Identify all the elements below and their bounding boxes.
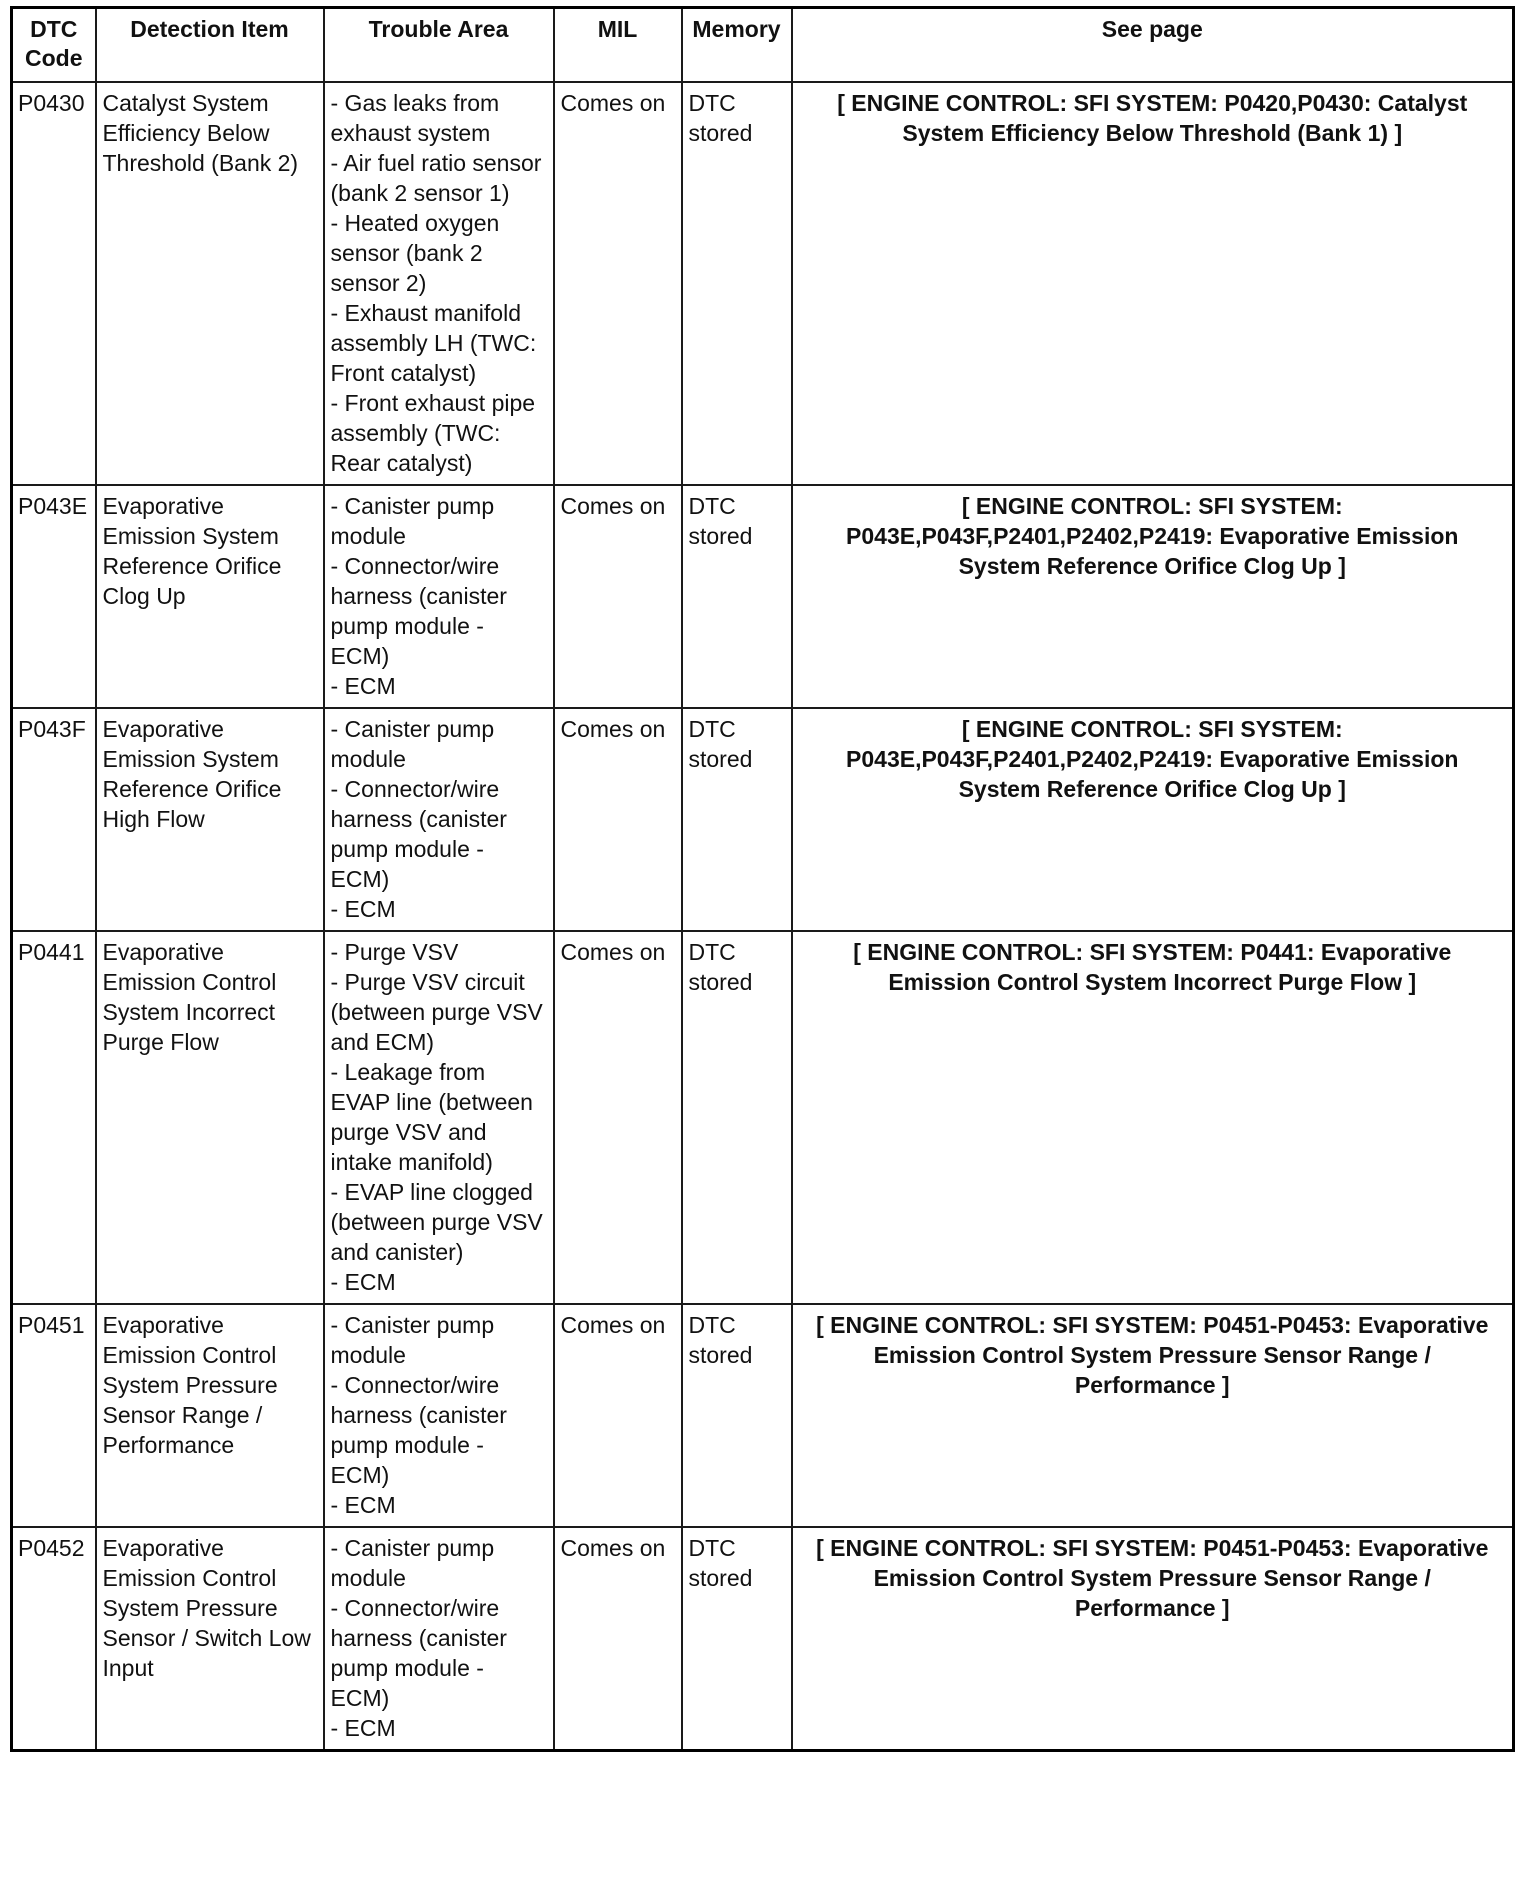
trouble-area-item: - Canister pump module [330,1312,495,1368]
table-body [12,82,1514,1751]
see-page-cell: [ ENGINE CONTROL: SFI SYSTEM: P043E,P043F,P2401,P2402,P2419: Evaporative Emission System Reference Orifice Clog Up ] [792,485,1514,708]
trouble-area-item: - Gas leaks from exhaust system [330,90,500,146]
table-row [12,708,1514,931]
trouble-area-item: - Exhaust manifold assembly LH (TWC: Front catalyst) [330,300,537,386]
mil-cell: Comes on [554,1527,682,1751]
column-header-mil: MIL [554,8,682,83]
table-row [12,82,1514,485]
detection-item-cell: Evaporative Emission Control System Incorrect Purge Flow [96,931,324,1304]
column-header-see: See page [792,8,1514,83]
column-header-memory: Memory [682,8,792,83]
header-row [12,8,1514,83]
column-header-code: DTC Code [12,8,96,83]
see-page-cell: [ ENGINE CONTROL: SFI SYSTEM: P0420,P0430: Catalyst System Efficiency Below Threshold (Bank 1) ] [792,82,1514,485]
trouble-area-item: - Canister pump module [330,716,495,772]
detection-item-cell: Evaporative Emission Control System Pressure Sensor Range / Performance [96,1304,324,1527]
trouble-area-item: - Leakage from EVAP line (between purge VSV and intake manifold) [330,1059,533,1175]
detection-item-cell: Evaporative Emission Control System Pressure Sensor / Switch Low Input [96,1527,324,1751]
see-page-cell: [ ENGINE CONTROL: SFI SYSTEM: P0441: Evaporative Emission Control System Incorrect Purge Flow ] [792,931,1514,1304]
trouble-area-item: - Connector/wire harness (canister pump module - ECM) [330,1372,507,1488]
table-row [12,1527,1514,1751]
memory-cell: DTC stored [682,485,792,708]
memory-cell: DTC stored [682,1304,792,1527]
mil-cell: Comes on [554,708,682,931]
trouble-area-item: - Purge VSV circuit (between purge VSV and ECM) [330,969,543,1055]
trouble-area-item: - Front exhaust pipe assembly (TWC: Rear catalyst) [330,390,536,476]
trouble-area-item: - ECM [330,673,396,699]
trouble-area-item: - Connector/wire harness (canister pump module - ECM) [330,776,507,892]
trouble-area-item: - ECM [330,1715,396,1741]
detection-item-cell: Catalyst System Efficiency Below Threshold (Bank 2) [96,82,324,485]
dtc-code-cell: P0452 [12,1527,96,1751]
trouble-area-cell [324,708,554,931]
trouble-area-item: - Connector/wire harness (canister pump module - ECM) [330,1595,507,1711]
trouble-area-cell [324,485,554,708]
detection-item-cell: Evaporative Emission System Reference Orifice High Flow [96,708,324,931]
trouble-area-item: - Connector/wire harness (canister pump module - ECM) [330,553,507,669]
trouble-area-item: - ECM [330,896,396,922]
trouble-area-cell [324,82,554,485]
see-page-cell: [ ENGINE CONTROL: SFI SYSTEM: P0451-P0453: Evaporative Emission Control System Pressure Sensor Range / Performance ] [792,1527,1514,1751]
dtc-table [10,6,1515,1752]
trouble-area-cell [324,931,554,1304]
trouble-area-item: - Canister pump module [330,1535,495,1591]
memory-cell: DTC stored [682,1527,792,1751]
mil-cell: Comes on [554,931,682,1304]
mil-cell: Comes on [554,1304,682,1527]
dtc-code-cell: P043E [12,485,96,708]
trouble-area-item: - Canister pump module [330,493,495,549]
table-row [12,1304,1514,1527]
mil-cell: Comes on [554,82,682,485]
memory-cell: DTC stored [682,708,792,931]
dtc-code-cell: P0430 [12,82,96,485]
trouble-area-item: - Heated oxygen sensor (bank 2 sensor 2) [330,210,500,296]
trouble-area-cell [324,1527,554,1751]
trouble-area-item: - Purge VSV [330,939,459,965]
trouble-area-item: - EVAP line clogged (between purge VSV and canister) [330,1179,543,1265]
memory-cell: DTC stored [682,82,792,485]
mil-cell: Comes on [554,485,682,708]
table-row [12,931,1514,1304]
trouble-area-item: - Air fuel ratio sensor (bank 2 sensor 1) [330,150,542,206]
table-row [12,485,1514,708]
trouble-area-cell [324,1304,554,1527]
column-header-detection: Detection Item [96,8,324,83]
column-header-trouble: Trouble Area [324,8,554,83]
trouble-area-item: - ECM [330,1492,396,1518]
see-page-cell: [ ENGINE CONTROL: SFI SYSTEM: P043E,P043F,P2401,P2402,P2419: Evaporative Emission System Reference Orifice Clog Up ] [792,708,1514,931]
dtc-code-cell: P043F [12,708,96,931]
dtc-code-cell: P0441 [12,931,96,1304]
dtc-code-cell: P0451 [12,1304,96,1527]
table-header [12,8,1514,83]
see-page-cell: [ ENGINE CONTROL: SFI SYSTEM: P0451-P0453: Evaporative Emission Control System Pressure Sensor Range / Performance ] [792,1304,1514,1527]
memory-cell: DTC stored [682,931,792,1304]
trouble-area-item: - ECM [330,1269,396,1295]
detection-item-cell: Evaporative Emission System Reference Orifice Clog Up [96,485,324,708]
